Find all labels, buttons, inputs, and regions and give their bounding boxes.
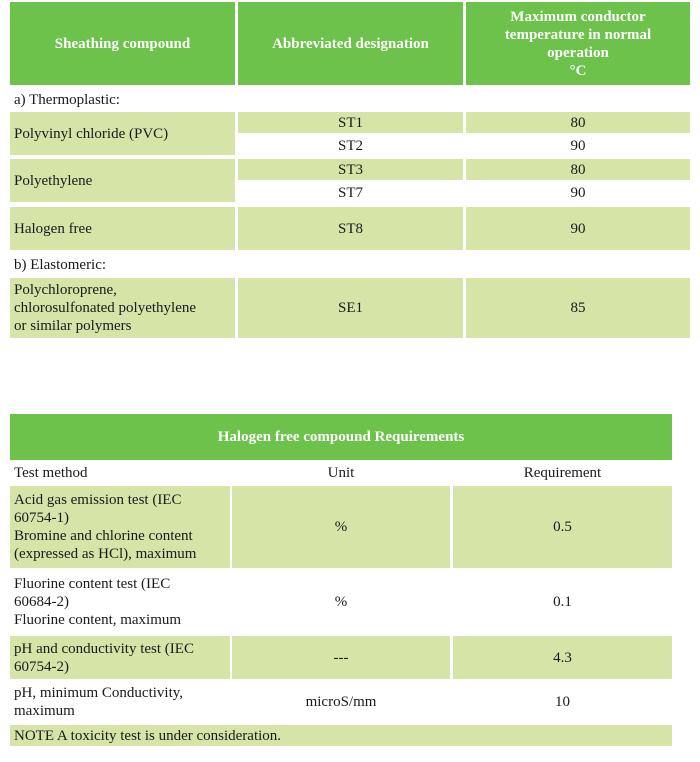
cell-st1-designation: ST1 <box>238 112 463 133</box>
header-max-temperature: Maximum conductor temperature in normal operation °C <box>466 2 690 85</box>
row-ph-conductivity-unit: --- <box>232 636 450 679</box>
row-halogen-free-label: Halogen free <box>10 207 235 250</box>
section-elastomeric: b) Elastomeric: <box>14 257 107 273</box>
cell-se1-temp: 85 <box>466 278 690 338</box>
table2-title: Halogen free compound Requirements <box>10 414 672 460</box>
row-acid-gas-unit: % <box>232 486 450 568</box>
cell-st2-designation: ST2 <box>337 137 363 154</box>
row-acid-gas-method: Acid gas emission test (IEC 60754-1) Bromine and chlorine content (expressed as HCl), maximum <box>10 486 230 568</box>
cell-st2-temp: 90 <box>570 137 586 154</box>
row-ph-conductivity-requirement: 4.3 <box>453 636 672 679</box>
row-ph-minimum-requirement: 10 <box>555 694 570 710</box>
section-thermoplastic: a) Thermoplastic: <box>14 92 120 108</box>
cell-st1-temp: 80 <box>466 112 690 133</box>
cell-st8-temp: 90 <box>466 207 690 250</box>
row-fluorine-requirement: 0.1 <box>553 594 572 610</box>
cell-st3-designation: ST3 <box>238 159 463 180</box>
row-fluorine-method: Fluorine content test (IEC 60684-2) Fluorine content, maximum <box>14 576 182 628</box>
cell-se1-designation: SE1 <box>238 278 463 338</box>
row-pvc-label: Polyvinyl chloride (PVC) <box>10 112 235 155</box>
column-test-method: Test method <box>14 465 88 481</box>
cell-st3-temp: 80 <box>466 159 690 180</box>
cell-st7-designation: ST7 <box>337 184 363 201</box>
row-ph-conductivity-method: pH and conductivity test (IEC 60754-2) <box>10 636 230 679</box>
column-requirement: Requirement <box>523 465 602 481</box>
table2-note: NOTE A toxicity test is under consideration. <box>10 725 672 746</box>
cell-st8-designation: ST8 <box>238 207 463 250</box>
row-fluorine-unit: % <box>334 594 348 610</box>
header-abbreviated-designation: Abbreviated designation <box>238 2 463 85</box>
row-ph-minimum-unit: microS/mm <box>305 694 377 710</box>
column-unit: Unit <box>327 465 355 481</box>
cell-st7-temp: 90 <box>570 184 586 201</box>
header-sheathing-compound: Sheathing compound <box>10 2 235 85</box>
row-acid-gas-requirement: 0.5 <box>453 486 672 568</box>
row-polyethylene-label: Polyethylene <box>10 159 235 202</box>
row-polychloroprene-label: Polychloroprene, chlorosulfonated polyethylene or similar polymers <box>10 278 235 338</box>
row-ph-minimum-method: pH, minimum Conductivity, maximum <box>14 685 184 719</box>
